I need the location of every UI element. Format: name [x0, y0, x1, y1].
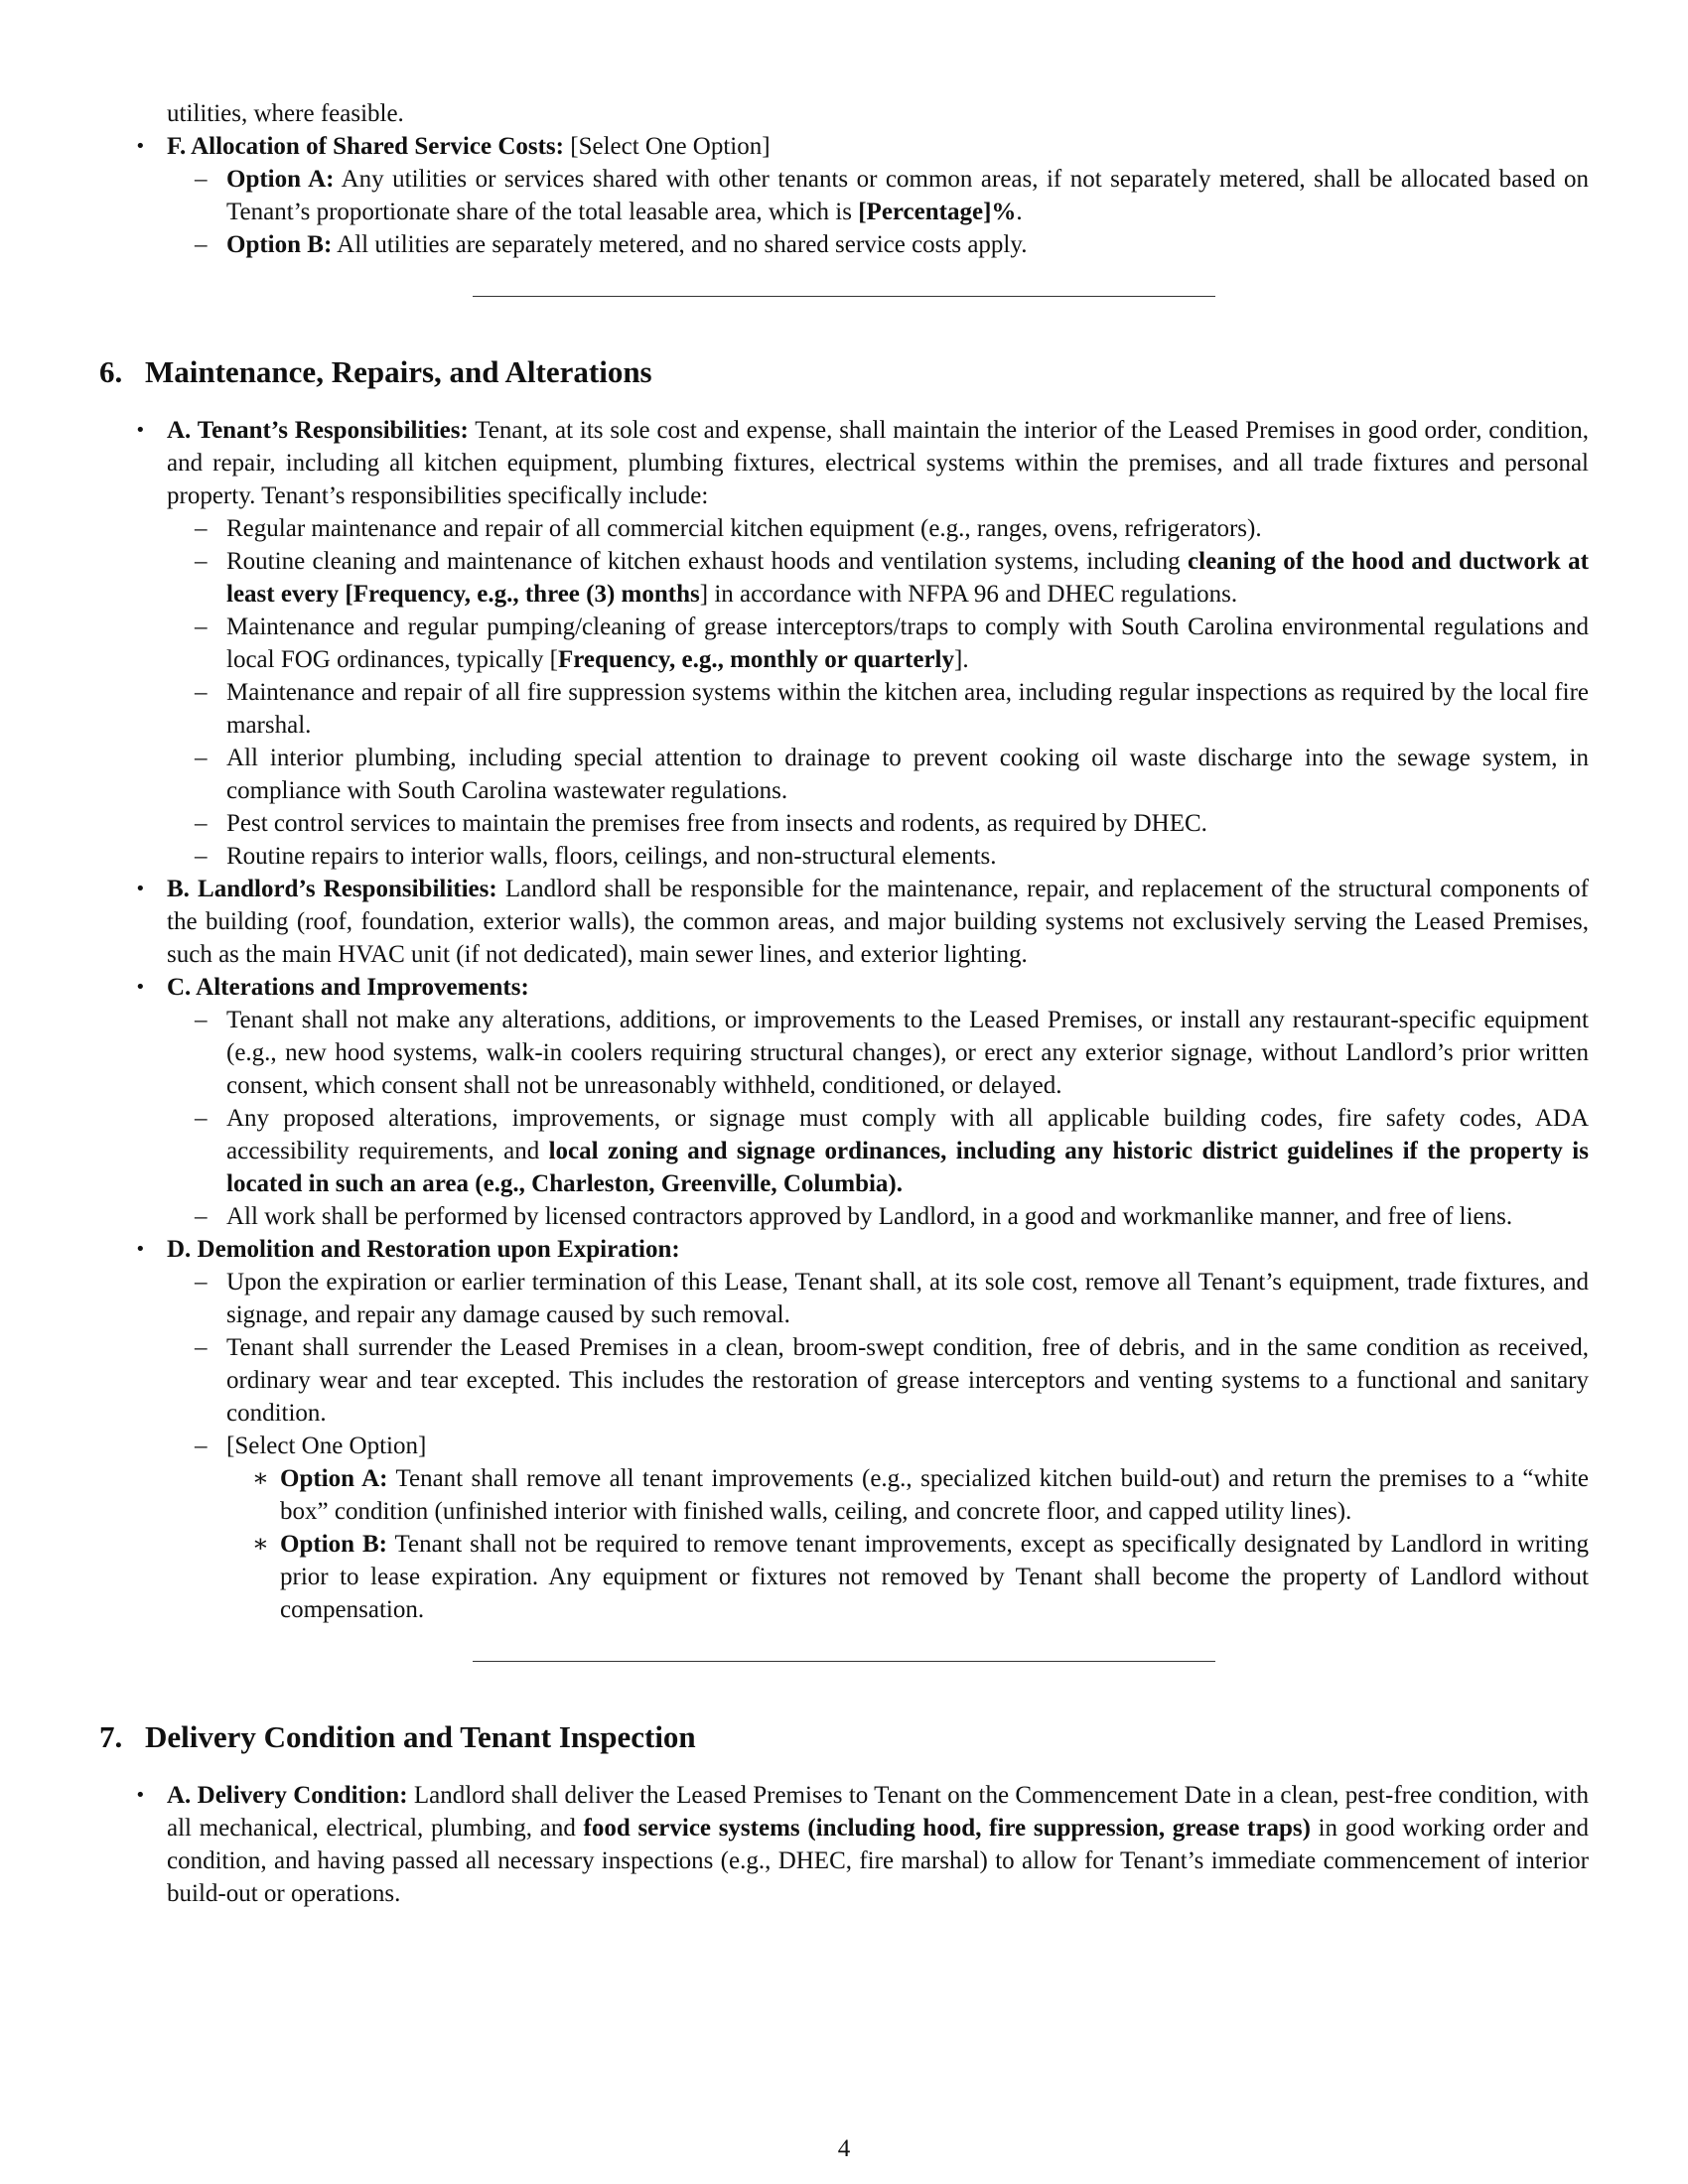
sub-text: Upon the expiration or earlier termination of this Lease, Tenant shall, at its sole cost, remove all Tenant’s equipment, trade fixtures, and signage, and repair any damage caused by such removal. — [226, 1269, 1589, 1328]
sub-text-end: ]. — [954, 646, 969, 673]
option-b — [167, 228, 1589, 261]
list-item-b — [99, 873, 1589, 971]
star-marker: ∗ — [252, 1465, 269, 1492]
sub-item — [167, 840, 1589, 873]
sub-text: Regular maintenance and repair of all commercial kitchen equipment (e.g., ranges, ovens, refrigerators). — [226, 515, 1262, 542]
section5-list — [99, 130, 1589, 261]
section-6-heading — [99, 331, 1589, 414]
bullet-marker: • — [135, 1785, 146, 1806]
sub-item — [167, 676, 1589, 742]
option-b — [226, 1528, 1589, 1626]
option-text: Tenant shall remove all tenant improvements (e.g., specialized kitchen build-out) and return the premises to a “white box” condition (unfinished interior with finished walls, ceiling, and concrete floor, and capped utility lines). — [280, 1465, 1589, 1525]
sub-item — [167, 1004, 1589, 1102]
list-item-d — [99, 1233, 1589, 1626]
sub-item — [167, 1430, 1589, 1626]
sub-text-end: ] in accordance with NFPA 96 and DHEC regulations. — [699, 581, 1238, 608]
sub-item — [167, 512, 1589, 545]
sub-text: Tenant shall not make any alterations, additions, or improvements to the Leased Premises, or install any restaurant-specific equipment (e.g., new hood systems, walk-in coolers requiring structural changes), or erect any exterior signage, without Landlord’s prior written consent, which consent shall not be unreasonably withheld, conditioned, or delayed. — [226, 1007, 1589, 1099]
section-divider — [99, 261, 1589, 331]
bullet-marker: • — [135, 977, 146, 998]
bullet-marker: • — [135, 420, 146, 441]
sub-item — [167, 1102, 1589, 1200]
page-number: 4 — [837, 2135, 851, 2162]
bullet-marker: • — [135, 879, 146, 899]
sub-text: Maintenance and repair of all fire suppression systems within the kitchen area, including regular inspections as required by the local fire marshal. — [226, 679, 1589, 739]
item-text-end: in good working order and condition, and having passed all necessary inspections (e.g., DHEC, fire marshal) to allow for Tenant’s immediate commencement of interior build-out or operations. — [167, 1815, 1589, 1907]
dash-marker: – — [195, 810, 208, 837]
section-title: Maintenance, Repairs, and Alterations — [145, 354, 652, 389]
sub-text: Tenant shall surrender the Leased Premises in a clean, broom-swept condition, free of debris, and in the same condition as received, ordinary wear and tear excepted. This includes the restoration of grease interceptors and venting systems to a functional and sanitary condition. — [226, 1334, 1589, 1427]
horizontal-rule — [473, 1661, 1215, 1662]
sub-item — [167, 1200, 1589, 1233]
item-text: Landlord shall be responsible for the maintenance, repair, and replacement of the structural components of the building (roof, foundation, exterior walls), the common areas, and major building systems not exclusively serving the Leased Premises, such as the main HVAC unit (if not dedicated), main sewer lines, and exterior lighting. — [167, 876, 1589, 968]
section6-list — [99, 414, 1589, 1626]
sub-text: Pest control services to maintain the premises free from insects and rodents, as required by DHEC. — [226, 810, 1207, 837]
option-text: Tenant shall not be required to remove tenant improvements, except as specifically designated by Landlord in writing prior to lease expiration. Any equipment or fixtures not removed by Tenant shall become the property of Landlord without compensation. — [280, 1531, 1589, 1623]
section-divider — [99, 1626, 1589, 1696]
sub-list — [167, 512, 1589, 873]
list-item-f — [99, 130, 1589, 261]
list-item-a — [99, 414, 1589, 873]
sub-text: Maintenance and regular pumping/cleaning of grease interceptors/traps to comply with South Carolina environmental regulations and local FOG ordinances, typically [ — [226, 614, 1589, 673]
dash-marker: – — [195, 231, 208, 258]
dash-marker: – — [195, 1433, 208, 1459]
star-marker: ∗ — [252, 1531, 269, 1558]
item-label: B. Landlord’s Responsibilities: — [167, 876, 497, 902]
item-label: C. Alterations and Improvements: — [167, 974, 529, 1001]
dash-marker: – — [195, 166, 208, 193]
dash-marker: – — [195, 548, 208, 575]
dash-marker: – — [195, 515, 208, 542]
option-a — [167, 163, 1589, 228]
sub-text: [Select One Option] — [226, 1433, 427, 1459]
option-text: All utilities are separately metered, and no shared service costs apply. — [332, 231, 1028, 258]
sub-item — [167, 611, 1589, 676]
sub-text: Routine repairs to interior walls, floors, ceilings, and non-structural elements. — [226, 843, 997, 870]
section7-list — [99, 1779, 1589, 1910]
sub-text: Routine cleaning and maintenance of kitchen exhaust hoods and ventilation systems, including — [226, 548, 1189, 575]
sub-bold: cleaning of the hood and ductwork at least every [Frequency, e.g., three (3) months — [226, 548, 1590, 608]
section-number: 7. — [99, 1719, 123, 1754]
item-label: F. Allocation of Shared Service Costs: — [167, 133, 564, 160]
dash-marker: – — [195, 614, 208, 640]
option-label: Option A: — [280, 1465, 388, 1492]
list-item-a — [99, 1779, 1589, 1910]
dash-marker: – — [195, 1269, 208, 1296]
dash-marker: – — [195, 679, 208, 706]
section-7-heading — [99, 1696, 1589, 1779]
sub-item — [167, 545, 1589, 611]
option-a — [226, 1462, 1589, 1528]
continuation-text: utilities, where feasible. — [167, 100, 404, 127]
horizontal-rule — [473, 296, 1215, 297]
page-content — [99, 97, 1589, 1910]
list-item-c — [99, 971, 1589, 1233]
item-text: [Select One Option] — [564, 133, 771, 160]
option-list — [167, 163, 1589, 261]
item-label: A. Tenant’s Responsibilities: — [167, 417, 469, 444]
option-label: Option A: — [226, 166, 335, 193]
item-text: Landlord shall deliver the Leased Premises to Tenant on the Commencement Date in a clean, pest-free condition, with all mechanical, electrical, plumbing, and — [167, 1782, 1589, 1842]
option-text: Any utilities or services shared with other tenants or common areas, if not separately metered, shall be allocated based on Tenant’s proportionate share of the total leasable area, which is — [226, 166, 1589, 225]
item-label: A. Delivery Condition: — [167, 1782, 408, 1809]
section-title: Delivery Condition and Tenant Inspection — [145, 1719, 696, 1754]
sub-item — [167, 807, 1589, 840]
sub-text: All interior plumbing, including special attention to drainage to prevent cooking oil waste discharge into the sewage system, in compliance with South Carolina wastewater regulations. — [226, 745, 1589, 804]
item-bold: food service systems (including hood, fire suppression, grease traps) — [583, 1815, 1311, 1842]
bullet-marker: • — [135, 1239, 146, 1260]
dash-marker: – — [195, 745, 208, 771]
dash-marker: – — [195, 1203, 208, 1230]
sub-text: All work shall be performed by licensed contractors approved by Landlord, in a good and workmanlike manner, and free of liens. — [226, 1203, 1513, 1230]
sub-list — [167, 1266, 1589, 1626]
sub-item — [167, 742, 1589, 807]
sub-list — [167, 1004, 1589, 1233]
option-text-end: . — [1016, 199, 1023, 225]
section-number: 6. — [99, 354, 123, 389]
sub-item — [167, 1266, 1589, 1331]
bullet-marker: • — [135, 136, 146, 157]
option-bold: [Percentage]% — [858, 199, 1017, 225]
dash-marker: – — [195, 843, 208, 870]
item-text: Tenant, at its sole cost and expense, shall maintain the interior of the Leased Premises in good order, condition, and repair, including all kitchen equipment, plumbing fixtures, electrical systems within the premises, and all trade fixtures and personal property. Tenant’s responsibilities specifically include: — [167, 417, 1589, 509]
dash-marker: – — [195, 1334, 208, 1361]
sub-item — [167, 1331, 1589, 1430]
option-label: Option B: — [226, 231, 333, 258]
option-list — [226, 1462, 1589, 1626]
option-label: Option B: — [280, 1531, 387, 1558]
sub-bold: Frequency, e.g., monthly or quarterly — [557, 646, 954, 673]
dash-marker: – — [195, 1007, 208, 1033]
sub-bold: local zoning and signage ordinances, including any historic district guidelines if the property is located in such an area (e.g., Charleston, Greenville, Columbia). — [226, 1138, 1589, 1197]
item-label: D. Demolition and Restoration upon Expiration: — [167, 1236, 680, 1263]
dash-marker: – — [195, 1105, 208, 1132]
sub-text: Any proposed alterations, improvements, or signage must comply with all applicable building codes, fire safety codes, ADA accessibility requirements, and — [226, 1105, 1589, 1164]
